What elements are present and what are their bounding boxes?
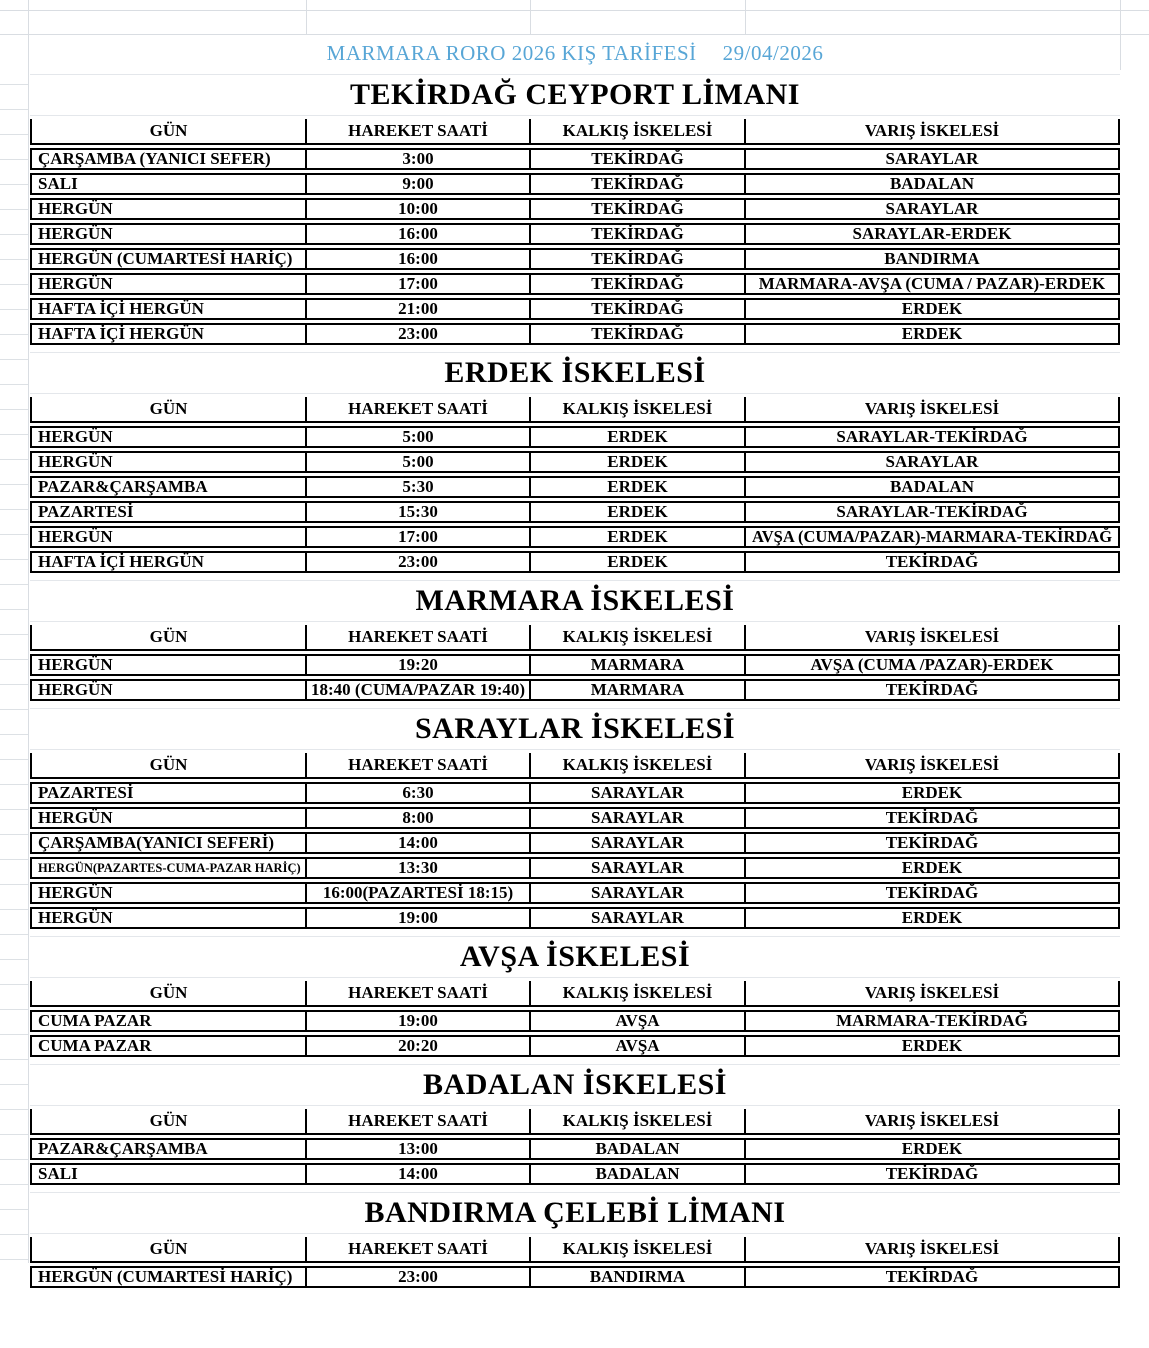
departure-cell: SARAYLAR bbox=[530, 782, 745, 804]
header-row bbox=[30, 625, 1120, 651]
day-cell: HERGÜN bbox=[30, 426, 306, 448]
port-section bbox=[30, 936, 1120, 1060]
schedule-row bbox=[30, 679, 1120, 701]
time-cell: 19:00 bbox=[306, 907, 530, 929]
schedule-row bbox=[30, 323, 1120, 345]
column-header-departure-time: HAREKET SAATİ bbox=[306, 119, 530, 145]
day-cell: HERGÜN bbox=[30, 451, 306, 473]
day-cell: HERGÜN bbox=[30, 907, 306, 929]
port-section bbox=[30, 352, 1120, 576]
arrival-cell: BANDIRMA bbox=[745, 248, 1120, 270]
arrival-cell: ERDEK bbox=[745, 323, 1120, 345]
day-cell: HAFTA İÇİ HERGÜN bbox=[30, 551, 306, 573]
section-title: BADALAN İSKELESİ bbox=[30, 1064, 1120, 1106]
port-section bbox=[30, 708, 1120, 932]
day-cell: HERGÜN bbox=[30, 807, 306, 829]
schedule-row bbox=[30, 476, 1120, 498]
header-row bbox=[30, 1109, 1120, 1135]
day-cell: PAZAR&ÇARŞAMBA bbox=[30, 476, 306, 498]
time-cell: 17:00 bbox=[306, 526, 530, 548]
header-row bbox=[30, 981, 1120, 1007]
schedule-row bbox=[30, 907, 1120, 929]
arrival-cell: BADALAN bbox=[745, 173, 1120, 195]
schedule-table bbox=[30, 750, 1120, 932]
time-cell: 23:00 bbox=[306, 323, 530, 345]
column-header-departure-pier: KALKIŞ İSKELESİ bbox=[530, 1237, 745, 1263]
column-header-day: GÜN bbox=[30, 397, 306, 423]
departure-cell: ERDEK bbox=[530, 551, 745, 573]
departure-cell: TEKİRDAĞ bbox=[530, 248, 745, 270]
departure-cell: TEKİRDAĞ bbox=[530, 298, 745, 320]
departure-cell: SARAYLAR bbox=[530, 907, 745, 929]
arrival-cell: ERDEK bbox=[745, 1035, 1120, 1057]
timetable-document bbox=[30, 0, 1120, 1291]
departure-cell: SARAYLAR bbox=[530, 857, 745, 879]
day-cell: HERGÜN bbox=[30, 223, 306, 245]
departure-cell: MARMARA bbox=[530, 654, 745, 676]
day-cell: PAZAR&ÇARŞAMBA bbox=[30, 1138, 306, 1160]
time-cell: 16:00 bbox=[306, 248, 530, 270]
section-title: AVŞA İSKELESİ bbox=[30, 936, 1120, 978]
schedule-row bbox=[30, 1266, 1120, 1288]
time-cell: 15:30 bbox=[306, 501, 530, 523]
schedule-row bbox=[30, 298, 1120, 320]
day-cell: HERGÜN bbox=[30, 526, 306, 548]
time-cell: 19:00 bbox=[306, 1010, 530, 1032]
schedule-row bbox=[30, 148, 1120, 170]
departure-cell: TEKİRDAĞ bbox=[530, 223, 745, 245]
arrival-cell: TEKİRDAĞ bbox=[745, 1266, 1120, 1288]
day-cell: HERGÜN bbox=[30, 273, 306, 295]
schedule-row bbox=[30, 832, 1120, 854]
time-cell: 13:00 bbox=[306, 1138, 530, 1160]
schedule-row bbox=[30, 501, 1120, 523]
arrival-cell: ERDEK bbox=[745, 298, 1120, 320]
departure-cell: MARMARA bbox=[530, 679, 745, 701]
column-header-day: GÜN bbox=[30, 981, 306, 1007]
time-cell: 23:00 bbox=[306, 551, 530, 573]
schedule-table bbox=[30, 1106, 1120, 1188]
time-cell: 5:00 bbox=[306, 451, 530, 473]
arrival-cell: SARAYLAR-TEKİRDAĞ bbox=[745, 501, 1120, 523]
arrival-cell: AVŞA (CUMA /PAZAR)-ERDEK bbox=[745, 654, 1120, 676]
column-header-departure-time: HAREKET SAATİ bbox=[306, 1237, 530, 1263]
gridline bbox=[1120, 0, 1121, 70]
column-header-arrival-pier: VARIŞ İSKELESİ bbox=[745, 625, 1120, 651]
time-cell: 9:00 bbox=[306, 173, 530, 195]
day-cell: HERGÜN bbox=[30, 198, 306, 220]
day-cell: HERGÜN (CUMARTESİ HARİÇ) bbox=[30, 1266, 306, 1288]
schedule-row bbox=[30, 526, 1120, 548]
day-cell: HERGÜN bbox=[30, 679, 306, 701]
schedule-row bbox=[30, 1010, 1120, 1032]
section-title: SARAYLAR İSKELESİ bbox=[30, 708, 1120, 750]
schedule-row bbox=[30, 173, 1120, 195]
time-cell: 23:00 bbox=[306, 1266, 530, 1288]
departure-cell: ERDEK bbox=[530, 451, 745, 473]
column-header-departure-pier: KALKIŞ İSKELESİ bbox=[530, 753, 745, 779]
column-header-arrival-pier: VARIŞ İSKELESİ bbox=[745, 119, 1120, 145]
time-cell: 20:20 bbox=[306, 1035, 530, 1057]
time-cell: 21:00 bbox=[306, 298, 530, 320]
departure-cell: TEKİRDAĞ bbox=[530, 323, 745, 345]
port-section bbox=[30, 1064, 1120, 1188]
departure-cell: TEKİRDAĞ bbox=[530, 148, 745, 170]
day-cell: HERGÜN bbox=[30, 654, 306, 676]
column-header-arrival-pier: VARIŞ İSKELESİ bbox=[745, 1109, 1120, 1135]
schedule-row bbox=[30, 426, 1120, 448]
time-cell: 14:00 bbox=[306, 832, 530, 854]
arrival-cell: MARMARA-AVŞA (CUMA / PAZAR)-ERDEK bbox=[745, 273, 1120, 295]
arrival-cell: SARAYLAR bbox=[745, 451, 1120, 473]
column-header-departure-pier: KALKIŞ İSKELESİ bbox=[530, 625, 745, 651]
time-cell: 13:30 bbox=[306, 857, 530, 879]
section-title: ERDEK İSKELESİ bbox=[30, 352, 1120, 394]
arrival-cell: TEKİRDAĞ bbox=[745, 807, 1120, 829]
arrival-cell: ERDEK bbox=[745, 782, 1120, 804]
gridline bbox=[28, 0, 29, 1263]
port-section bbox=[30, 1192, 1120, 1291]
arrival-cell: MARMARA-TEKİRDAĞ bbox=[745, 1010, 1120, 1032]
departure-cell: TEKİRDAĞ bbox=[530, 173, 745, 195]
schedule-row bbox=[30, 551, 1120, 573]
schedule-row bbox=[30, 782, 1120, 804]
arrival-cell: BADALAN bbox=[745, 476, 1120, 498]
arrival-cell: AVŞA (CUMA/PAZAR)-MARMARA-TEKİRDAĞ bbox=[745, 526, 1120, 548]
page-title bbox=[30, 36, 1120, 70]
port-section bbox=[30, 74, 1120, 348]
arrival-cell: TEKİRDAĞ bbox=[745, 551, 1120, 573]
arrival-cell: ERDEK bbox=[745, 907, 1120, 929]
time-cell: 16:00 bbox=[306, 223, 530, 245]
day-cell: HAFTA İÇİ HERGÜN bbox=[30, 298, 306, 320]
schedule-row bbox=[30, 807, 1120, 829]
section-title: MARMARA İSKELESİ bbox=[30, 580, 1120, 622]
schedule-table bbox=[30, 622, 1120, 704]
arrival-cell: TEKİRDAĞ bbox=[745, 1163, 1120, 1185]
schedule-row bbox=[30, 223, 1120, 245]
departure-cell: TEKİRDAĞ bbox=[530, 273, 745, 295]
departure-cell: BADALAN bbox=[530, 1138, 745, 1160]
arrival-cell: TEKİRDAĞ bbox=[745, 882, 1120, 904]
departure-cell: BANDIRMA bbox=[530, 1266, 745, 1288]
departure-cell: AVŞA bbox=[530, 1035, 745, 1057]
schedule-table bbox=[30, 394, 1120, 576]
sections-container bbox=[30, 74, 1120, 1291]
day-cell: HERGÜN(PAZARTES-CUMA-PAZAR HARİÇ) bbox=[30, 857, 306, 879]
arrival-cell: ERDEK bbox=[745, 1138, 1120, 1160]
time-cell: 3:00 bbox=[306, 148, 530, 170]
time-cell: 14:00 bbox=[306, 1163, 530, 1185]
schedule-row bbox=[30, 654, 1120, 676]
schedule-row bbox=[30, 273, 1120, 295]
departure-cell: SARAYLAR bbox=[530, 832, 745, 854]
day-cell: PAZARTESİ bbox=[30, 501, 306, 523]
section-title: TEKİRDAĞ CEYPORT LİMANI bbox=[30, 74, 1120, 116]
time-cell: 6:30 bbox=[306, 782, 530, 804]
day-cell: HERGÜN bbox=[30, 882, 306, 904]
arrival-cell: SARAYLAR bbox=[745, 198, 1120, 220]
day-cell: HERGÜN (CUMARTESİ HARİÇ) bbox=[30, 248, 306, 270]
column-header-departure-time: HAREKET SAATİ bbox=[306, 981, 530, 1007]
day-cell: SALI bbox=[30, 173, 306, 195]
column-header-departure-time: HAREKET SAATİ bbox=[306, 753, 530, 779]
gridline-ticks bbox=[0, 60, 28, 1263]
day-cell: CUMA PAZAR bbox=[30, 1010, 306, 1032]
departure-cell: ERDEK bbox=[530, 476, 745, 498]
column-header-departure-pier: KALKIŞ İSKELESİ bbox=[530, 1109, 745, 1135]
time-cell: 18:40 (CUMA/PAZAR 19:40) bbox=[306, 679, 530, 701]
arrival-cell: SARAYLAR bbox=[745, 148, 1120, 170]
column-header-day: GÜN bbox=[30, 1237, 306, 1263]
header-row bbox=[30, 397, 1120, 423]
departure-cell: AVŞA bbox=[530, 1010, 745, 1032]
schedule-table bbox=[30, 978, 1120, 1060]
header-row bbox=[30, 753, 1120, 779]
arrival-cell: TEKİRDAĞ bbox=[745, 832, 1120, 854]
day-cell: PAZARTESİ bbox=[30, 782, 306, 804]
time-cell: 10:00 bbox=[306, 198, 530, 220]
column-header-departure-time: HAREKET SAATİ bbox=[306, 625, 530, 651]
column-header-day: GÜN bbox=[30, 625, 306, 651]
column-header-departure-pier: KALKIŞ İSKELESİ bbox=[530, 981, 745, 1007]
column-header-day: GÜN bbox=[30, 753, 306, 779]
day-cell: CUMA PAZAR bbox=[30, 1035, 306, 1057]
departure-cell: ERDEK bbox=[530, 526, 745, 548]
time-cell: 17:00 bbox=[306, 273, 530, 295]
column-header-day: GÜN bbox=[30, 1109, 306, 1135]
time-cell: 19:20 bbox=[306, 654, 530, 676]
column-header-departure-time: HAREKET SAATİ bbox=[306, 397, 530, 423]
column-header-arrival-pier: VARIŞ İSKELESİ bbox=[745, 981, 1120, 1007]
day-cell: HAFTA İÇİ HERGÜN bbox=[30, 323, 306, 345]
arrival-cell: SARAYLAR-ERDEK bbox=[745, 223, 1120, 245]
page-title-text: MARMARA RORO 2026 KIŞ TARİFESİ bbox=[326, 41, 697, 65]
section-title: BANDIRMA ÇELEBİ LİMANI bbox=[30, 1192, 1120, 1234]
column-header-arrival-pier: VARIŞ İSKELESİ bbox=[745, 397, 1120, 423]
schedule-row bbox=[30, 1035, 1120, 1057]
arrival-cell: ERDEK bbox=[745, 857, 1120, 879]
day-cell: ÇARŞAMBA(YANICI SEFERİ) bbox=[30, 832, 306, 854]
schedule-row bbox=[30, 882, 1120, 904]
schedule-row bbox=[30, 198, 1120, 220]
schedule-row bbox=[30, 1138, 1120, 1160]
schedule-row bbox=[30, 451, 1120, 473]
schedule-row bbox=[30, 1163, 1120, 1185]
column-header-departure-pier: KALKIŞ İSKELESİ bbox=[530, 119, 745, 145]
column-header-day: GÜN bbox=[30, 119, 306, 145]
day-cell: ÇARŞAMBA (YANICI SEFER) bbox=[30, 148, 306, 170]
schedule-row bbox=[30, 248, 1120, 270]
header-row bbox=[30, 1237, 1120, 1263]
time-cell: 5:00 bbox=[306, 426, 530, 448]
arrival-cell: SARAYLAR-TEKİRDAĞ bbox=[745, 426, 1120, 448]
page-title-date: 29/04/2026 bbox=[722, 41, 824, 65]
port-section bbox=[30, 580, 1120, 704]
arrival-cell: TEKİRDAĞ bbox=[745, 679, 1120, 701]
time-cell: 5:30 bbox=[306, 476, 530, 498]
schedule-table bbox=[30, 1234, 1120, 1291]
column-header-arrival-pier: VARIŞ İSKELESİ bbox=[745, 1237, 1120, 1263]
time-cell: 8:00 bbox=[306, 807, 530, 829]
column-header-departure-pier: KALKIŞ İSKELESİ bbox=[530, 397, 745, 423]
column-header-arrival-pier: VARIŞ İSKELESİ bbox=[745, 753, 1120, 779]
schedule-table bbox=[30, 116, 1120, 348]
departure-cell: BADALAN bbox=[530, 1163, 745, 1185]
column-header-departure-time: HAREKET SAATİ bbox=[306, 1109, 530, 1135]
departure-cell: ERDEK bbox=[530, 501, 745, 523]
departure-cell: ERDEK bbox=[530, 426, 745, 448]
departure-cell: SARAYLAR bbox=[530, 807, 745, 829]
day-cell: SALI bbox=[30, 1163, 306, 1185]
departure-cell: SARAYLAR bbox=[530, 882, 745, 904]
departure-cell: TEKİRDAĞ bbox=[530, 198, 745, 220]
time-cell: 16:00(PAZARTESİ 18:15) bbox=[306, 882, 530, 904]
header-row bbox=[30, 119, 1120, 145]
schedule-row bbox=[30, 857, 1120, 879]
